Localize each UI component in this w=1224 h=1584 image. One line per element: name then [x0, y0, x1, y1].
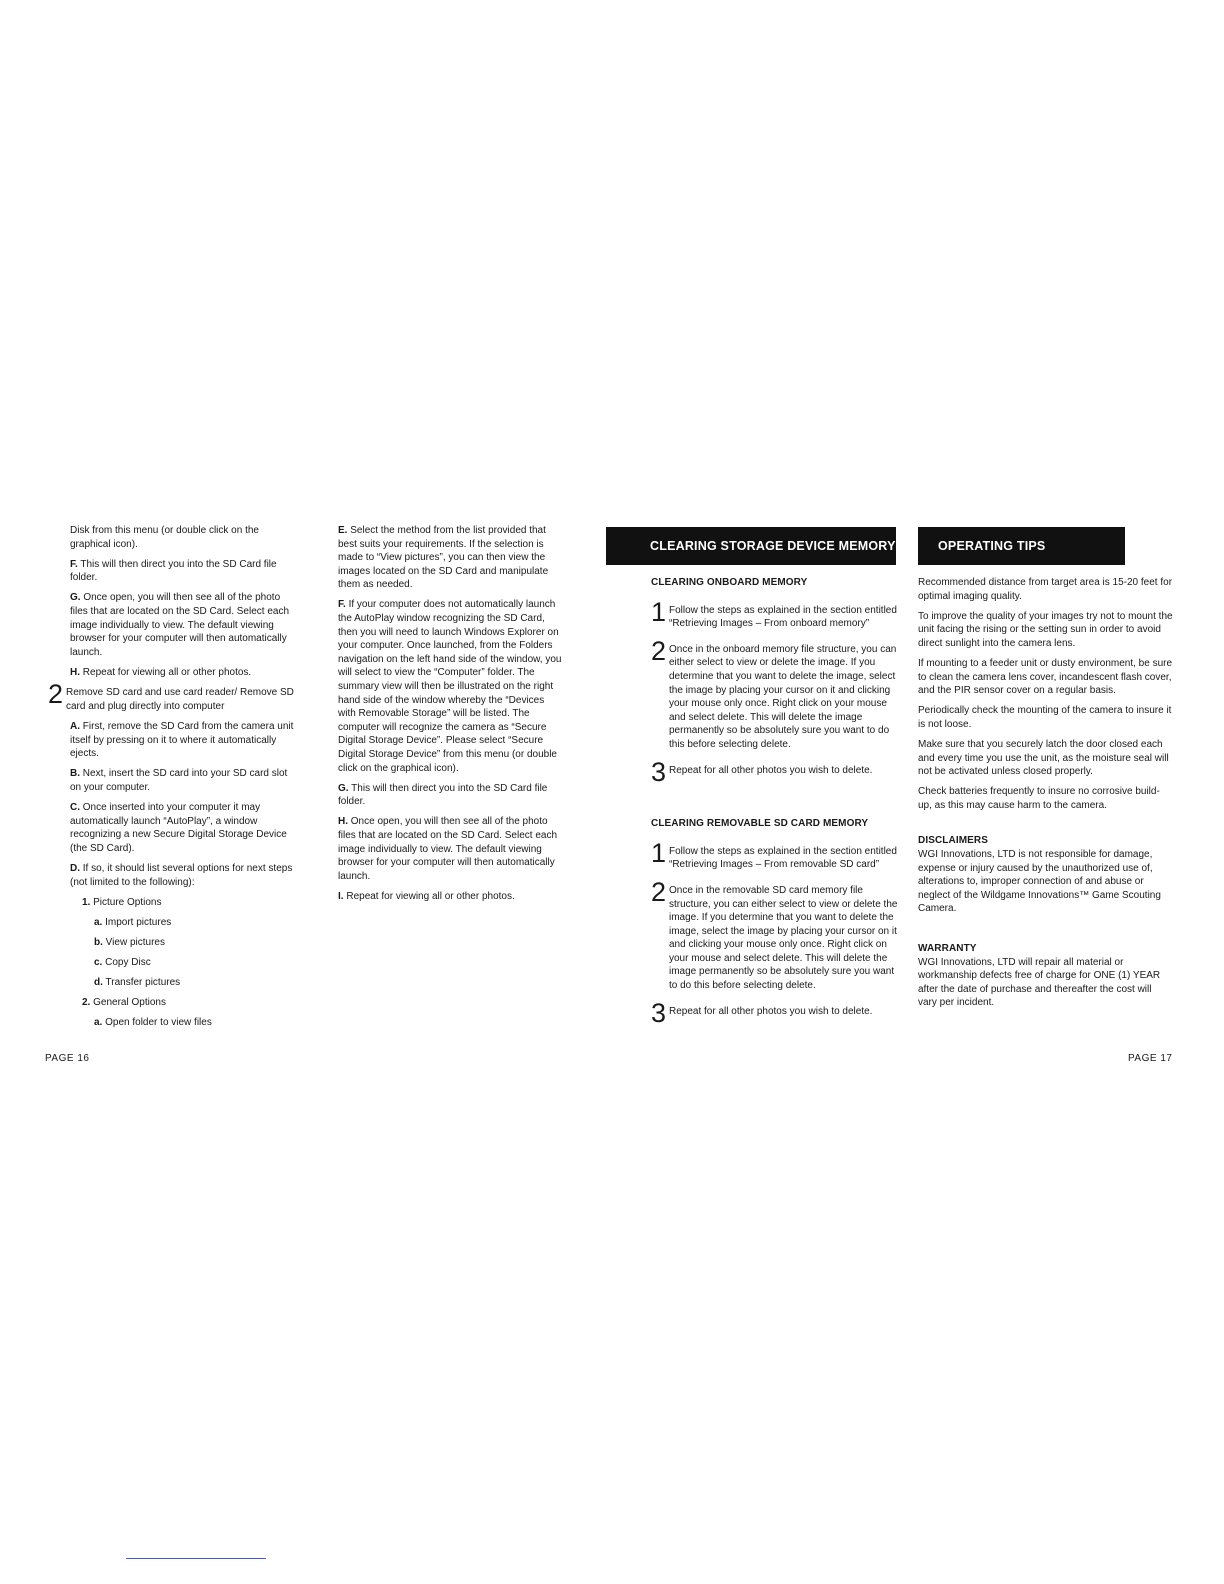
step-f: F. If your computer does not automatically launch the AutoPlay window recognizing the SD Card, then you will need to launch Windows Explorer on your computer. Once launched, from the Folders navigation on the left hand side of the window, you will select to view the “Computer” folder. The summary view will then be illustrated on the right hand side of the window whereby the “Devices with Removable Storage” will be listed. The computer will recognize the camera as “Secure Digital Storage Device”. Please select “Secure Digital Storage Device” from this menu (or double click on the graphical icon). [338, 599, 562, 774]
warranty-text: WGI Innovations, LTD will repair all material or workmanship defects free of charge for ONE (1) YEAR after the date of purchase and thereafter the cost will vary per incident. [918, 956, 1161, 1009]
disclaimers-title: DISCLAIMERS [918, 835, 988, 847]
footer-link-line [126, 1558, 266, 1559]
column-1 [48, 524, 295, 1036]
operating-tips-header: OPERATING TIPS [918, 527, 1125, 565]
step-2: 2 Remove SD card and use card reader/ Remove SD card and plug directly into computer [48, 678, 294, 712]
column-3 [606, 527, 902, 1028]
column-2 [338, 524, 564, 910]
step-b: B. Next, insert the SD card into your SD card slot on your computer. [70, 768, 288, 793]
tip: Recommended distance from target area is 15-20 feet for optimal imaging quality. [918, 577, 1173, 602]
onboard-step-1: 1 Follow the steps as explained in the section entitled “Retrieving Images – From onboard memory” [651, 596, 897, 630]
clearing-memory-header: CLEARING STORAGE DEVICE MEMORY [606, 527, 896, 565]
sd-step-1: 1 Follow the steps as explained in the section entitled “Retrieving Images – From removable SD card” [651, 837, 897, 871]
option-picture: 1. Picture Options [82, 896, 162, 908]
step-d: D. If so, it should list several options for next steps (not limited to the following): [70, 862, 293, 888]
tip: Check batteries frequently to insure no corrosive build-up, as this may cause harm to the camera. [918, 786, 1160, 811]
option-import: a. Import pictures [94, 916, 172, 928]
page-number-right: PAGE 17 [1128, 1053, 1173, 1064]
onboard-memory-title: CLEARING ONBOARD MEMORY [651, 577, 808, 588]
option-transfer: d. Transfer pictures [94, 977, 181, 989]
step-number: 2 [48, 678, 64, 709]
step-f: F. This will then direct you into the SD Card file folder. [70, 558, 277, 584]
option-open-folder: a. Open folder to view files [94, 1017, 212, 1029]
tip: If mounting to a feeder unit or dusty environment, be sure to clean the camera lens cover, incandescent flash cover, and the PIR sensor cover on a regular basis. [918, 657, 1173, 697]
step-c: C. Once inserted into your computer it may automatically launch “AutoPlay”, a window recognizing a new Secure Digital Storage Device (the SD Card). [70, 802, 287, 854]
warranty-title: WARRANTY [918, 942, 977, 954]
tip: Periodically check the mounting of the camera to insure it is not loose. [918, 705, 1172, 730]
step-a: A. First, remove the SD Card from the camera unit itself by pressing on it to where it automatically ejects. [70, 721, 294, 760]
step-e: E. Select the method from the list provided that best suits your requirements. If the selection is made to “View pictures”, you can then view the images located on the SD Card and manipulate them as needed. [338, 525, 549, 591]
onboard-step-2: 2 Once in the onboard memory file structure, you can either select to view or delete the image. If you determine that you want to delete the image, select the image by placing your cursor on it and clicking your mouse only once. Right click on your mouse and select delete. This will delete the image permanently so be absolutely sure you want to do this before selecting delete. [651, 635, 897, 750]
tip: To improve the quality of your images try not to mount the unit facing the rising or the setting sun in order to avoid direct sunlight into the camera lens. [918, 610, 1173, 649]
onboard-step-3: 3 Repeat for all other photos you wish to delete. [651, 756, 873, 787]
column-4 [918, 527, 1173, 1016]
disclaimers-text: WGI Innovations, LTD is not responsible for damage, expense or injury caused by the unauthorized use of, alterations to, improper connection of and abuse or neglect of the Wildgame Innovations™ Game Scouting Camera. [918, 849, 1161, 915]
step-g: G. Once open, you will then see all of the photo files that are located on the SD Card. Select each image individually to view. The default viewing browser for your computer will then automatically launch. [70, 592, 290, 658]
step-g: G. This will then direct you into the SD Card file folder. [338, 782, 548, 808]
tip: Make sure that you securely latch the door closed each and every time you use the unit, as the moisture seal will not be activated unless closed properly. [918, 738, 1169, 778]
step-i: I. Repeat for viewing all or other photos. [338, 890, 515, 902]
intro-text: Disk from this menu (or double click on the graphical icon). [70, 525, 259, 550]
sd-step-2: 2 Once in the removable SD card memory file structure, you can either select to view or delete the image. If you determine that you want to delete the image, select the image by placing your cursor on it and clicking your mouse only once. Right click on your mouse and select delete. This will delete the image permanently so be absolutely sure you want to do this before selecting delete. [651, 876, 898, 992]
sd-step-3: 3 Repeat for all other photos you wish to delete. [651, 997, 873, 1028]
option-general: 2. General Options [82, 997, 166, 1009]
option-view: b. View pictures [94, 936, 165, 948]
option-copy: c. Copy Disc [94, 956, 151, 968]
page-number-left: PAGE 16 [45, 1053, 90, 1064]
step-h: H. Once open, you will then see all of the photo files that are located on the SD Card. Select each image individually to view. The default viewing browser for your computer will then automatically launch. [338, 816, 558, 882]
step-h: H. Repeat for viewing all or other photos. [70, 666, 252, 678]
sd-memory-title: CLEARING REMOVABLE SD CARD MEMORY [651, 818, 869, 830]
